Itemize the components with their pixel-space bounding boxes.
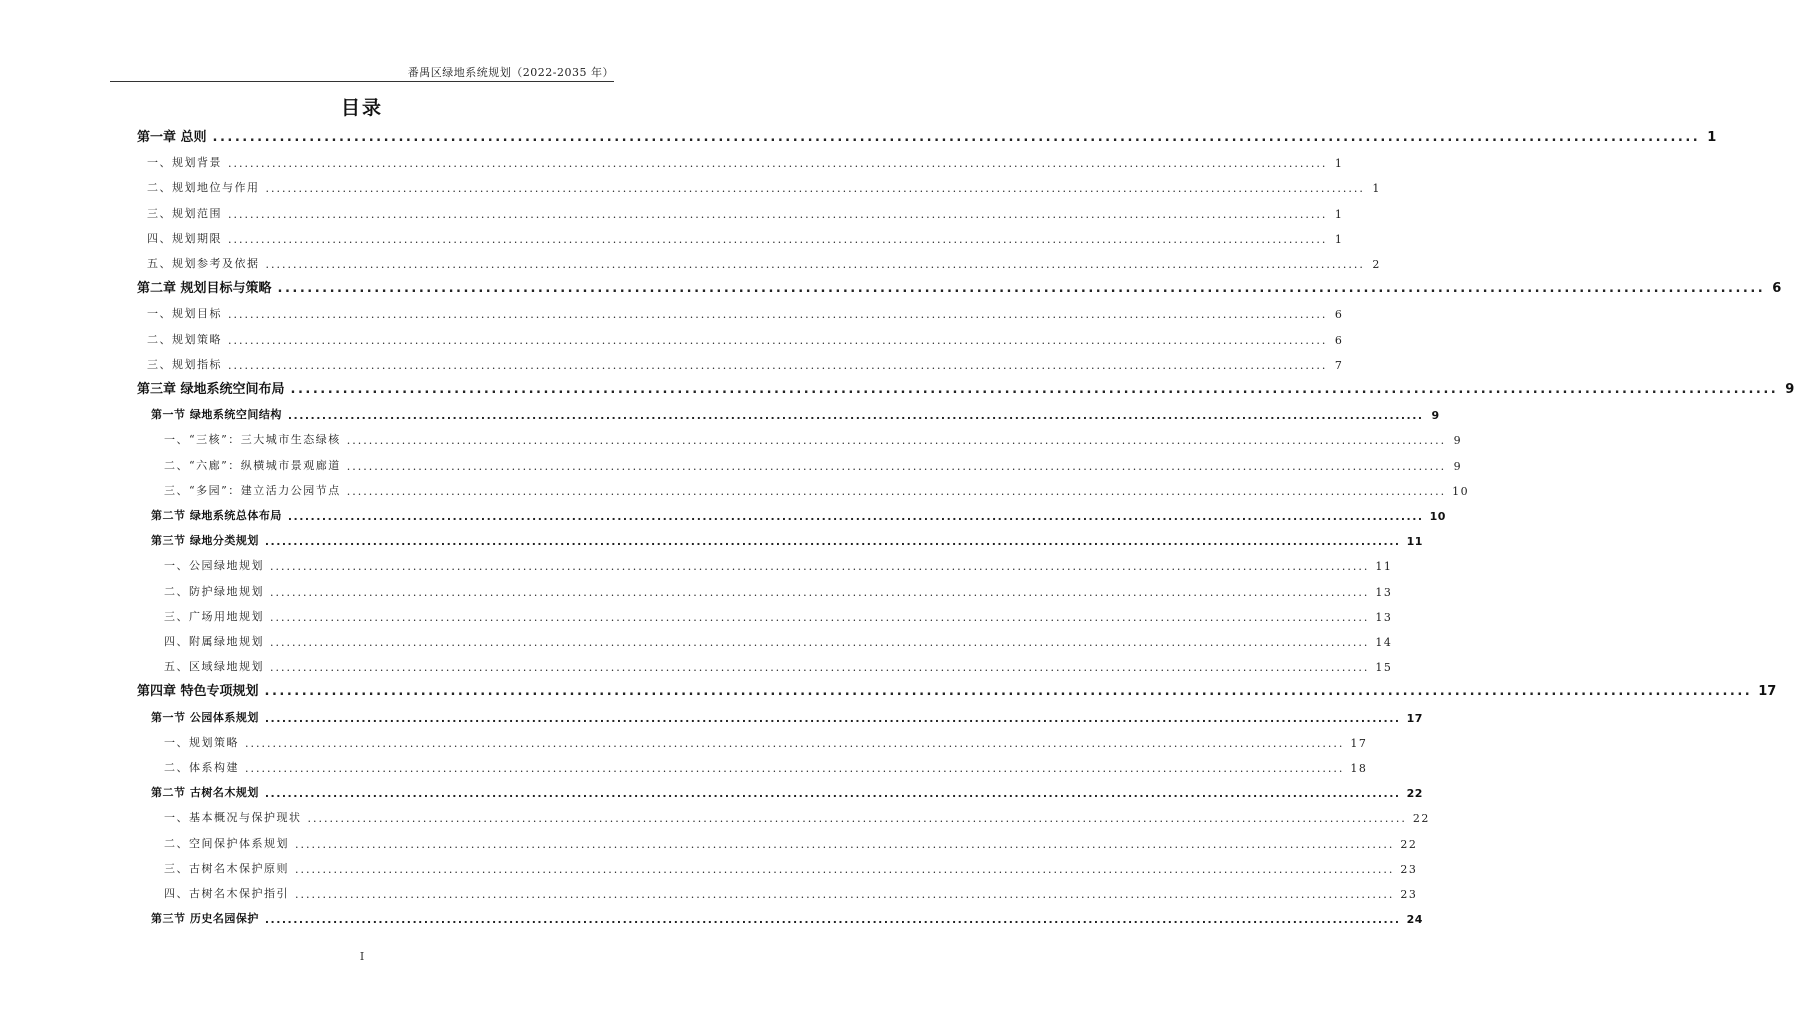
toc-entry-page: 11 — [1375, 560, 1393, 574]
toc-entry-title: 第三章 绿地系统空间布局 — [137, 382, 285, 397]
toc-entry[interactable] — [164, 755, 1368, 775]
toc-entry-page: 17 — [1406, 711, 1423, 725]
toc-entry[interactable] — [164, 629, 1393, 649]
toc-entry-page: 6 — [1334, 308, 1344, 322]
toc-dot-leader: ........................................................................................................................................................................................................ — [287, 409, 1424, 423]
toc-entry[interactable] — [137, 377, 1794, 397]
toc-dot-leader: ........................................................................................................................................................................................................ — [228, 358, 1328, 372]
toc-entry[interactable] — [147, 301, 1344, 322]
page-title: 目录 — [340, 97, 383, 119]
toc-dot-leader: ........................................................................................................................................................................................................ — [295, 862, 1395, 876]
toc-dot-leader: ........................................................................................................................................................................................................ — [346, 484, 1447, 498]
toc-dot-leader: ........................................................................................................................................................................................................ — [212, 130, 1701, 145]
toc-entry[interactable] — [137, 276, 1782, 297]
toc-entry[interactable] — [164, 856, 1418, 876]
toc-entry-title: 第四章 特色专项规划 — [137, 684, 259, 700]
toc-entry[interactable] — [147, 327, 1344, 347]
toc-entry-title: 第三节 历史名园保护 — [151, 912, 259, 926]
toc-dot-leader: ........................................................................................................................................................................................................ — [307, 812, 1407, 826]
toc-dot-leader: ........................................................................................................................................................................................................ — [295, 837, 1395, 851]
toc-dot-leader: ........................................................................................................................................................................................................ — [228, 308, 1328, 322]
toc-dot-leader: ........................................................................................................................................................................................................ — [228, 157, 1328, 171]
toc-entry-title: 二、防护绿地规划 — [164, 584, 264, 598]
toc-entry-title: 第二章 规划目标与策略 — [137, 281, 272, 297]
toc-dot-leader: ........................................................................................................................................................................................................ — [270, 661, 1370, 675]
toc-entry-page: 22 — [1400, 837, 1418, 851]
toc-dot-leader: ........................................................................................................................................................................................................ — [277, 281, 1766, 297]
toc-entry-page: 22 — [1412, 812, 1430, 826]
toc-entry-title: 四、规划期限 — [147, 231, 222, 245]
toc-dot-leader: ........................................................................................................................................................................................................ — [265, 182, 1365, 196]
toc-entry-page: 1 — [1707, 130, 1717, 145]
toc-entry-title: 一、规划背景 — [147, 156, 222, 170]
toc-dot-leader: ........................................................................................................................................................................................................ — [270, 560, 1370, 574]
toc-entry-page: 13 — [1375, 585, 1393, 599]
toc-entry-page: 9 — [1453, 434, 1463, 448]
toc-entry-page: 17 — [1350, 736, 1368, 750]
toc-dot-leader: ........................................................................................................................................................................................................ — [270, 585, 1370, 599]
toc-entry-page: 18 — [1350, 762, 1368, 775]
toc-entry-page: 15 — [1375, 661, 1393, 675]
toc-entry-title: 第二节 古树名木规划 — [151, 786, 259, 800]
toc-entry-title: 第一节 绿地系统空间结构 — [151, 408, 282, 422]
toc-dot-leader: ........................................................................................................................................................................................................ — [346, 459, 1447, 473]
toc-entry-page: 1 — [1334, 157, 1344, 171]
toc-entry-title: 四、附属绿地规划 — [164, 635, 264, 648]
toc-entry-title: 二、规划地位与作用 — [147, 181, 260, 195]
toc-entry[interactable] — [164, 654, 1393, 675]
toc-entry-title: 第三节 绿地分类规划 — [151, 534, 259, 548]
toc-entry-page: 9 — [1431, 409, 1440, 423]
toc-entry-page: 10 — [1429, 510, 1446, 523]
page-number: I — [359, 950, 365, 963]
toc-dot-leader: ........................................................................................................................................................................................................ — [265, 258, 1365, 271]
toc-entry-title: 第二节 绿地系统总体布局 — [151, 509, 282, 522]
toc-entry[interactable] — [164, 579, 1393, 599]
toc-entry[interactable] — [151, 780, 1423, 801]
toc-entry[interactable] — [147, 251, 1381, 271]
running-header: 番禺区绿地系统规划（2022-2035 年） — [407, 66, 614, 79]
toc-entry[interactable] — [137, 679, 1777, 700]
toc-entry-page: 13 — [1375, 610, 1393, 624]
toc-entry[interactable] — [164, 553, 1393, 574]
toc-entry-page: 7 — [1334, 358, 1344, 372]
toc-entry-title: 三、“多园”：建立活力公园节点 — [164, 483, 341, 497]
toc-entry-title: 一、规划目标 — [147, 307, 222, 321]
toc-entry-page: 1 — [1334, 207, 1344, 221]
toc-entry-title: 一、公园绿地规划 — [164, 559, 264, 573]
toc-entry[interactable] — [164, 805, 1430, 826]
toc-entry[interactable] — [147, 201, 1344, 221]
toc-entry[interactable] — [151, 528, 1423, 549]
toc-entry-title: 第一章 总则 — [137, 130, 207, 145]
toc-entry-page: 11 — [1406, 535, 1423, 549]
toc-dot-leader: ........................................................................................................................................................................................................ — [270, 610, 1370, 624]
toc-dot-leader: ........................................................................................................................................................................................................ — [228, 333, 1328, 347]
toc-dot-leader: ........................................................................................................................................................................................................ — [264, 913, 1401, 927]
toc-entry-page: 6 — [1334, 333, 1344, 347]
toc-entry[interactable] — [151, 906, 1423, 927]
toc-entry-page: 10 — [1452, 484, 1470, 498]
toc-entry[interactable] — [164, 427, 1463, 448]
toc-entry[interactable] — [164, 478, 1470, 498]
toc-entry-title: 二、体系构建 — [164, 761, 239, 774]
toc-entry[interactable] — [164, 604, 1393, 624]
toc-entry-title: 五、规划参考及依据 — [147, 257, 260, 270]
toc-entry-title: 第一节 公园体系规划 — [151, 710, 259, 724]
toc-dot-leader: ........................................................................................................................................................................................................ — [264, 787, 1401, 801]
toc-dot-leader: ........................................................................................................................................................................................................ — [295, 888, 1395, 901]
toc-entry-title: 三、规划范围 — [147, 206, 222, 220]
toc-entry-page: 9 — [1453, 459, 1463, 473]
toc-entry-page: 1 — [1334, 232, 1344, 246]
toc-entry-title: 三、古树名木保护原则 — [164, 861, 289, 875]
toc-entry-title: 三、规划指标 — [147, 357, 222, 371]
toc-dot-leader: ........................................................................................................................................................................................................ — [264, 535, 1401, 549]
toc-entry-page: 17 — [1758, 684, 1777, 700]
toc-entry[interactable] — [164, 881, 1418, 901]
toc-entry[interactable] — [164, 831, 1418, 851]
toc-entry-page: 23 — [1400, 888, 1418, 901]
toc-entry-title: 四、古树名木保护指引 — [164, 887, 289, 900]
toc-entry[interactable] — [151, 503, 1446, 523]
toc-entry[interactable] — [164, 453, 1463, 473]
toc-entry-page: 22 — [1406, 787, 1423, 801]
toc-dot-leader: ........................................................................................................................................................................................................ — [245, 762, 1345, 775]
toc-entry-title: 一、基本概况与保护现状 — [164, 811, 302, 825]
toc-entry-page: 9 — [1785, 382, 1794, 397]
toc-entry-title: 一、“三核”：三大城市生态绿核 — [164, 433, 341, 447]
toc-entry[interactable] — [147, 175, 1381, 196]
toc-entry[interactable] — [151, 705, 1423, 725]
toc-entry[interactable] — [147, 352, 1344, 372]
toc-entry-page: 6 — [1772, 281, 1782, 297]
toc-entry-page: 24 — [1406, 913, 1423, 927]
toc-entry-page: 2 — [1372, 258, 1381, 271]
toc-entry-page: 1 — [1372, 182, 1381, 196]
toc-dot-leader: ........................................................................................................................................................................................................ — [287, 510, 1424, 523]
toc-entry-page: 23 — [1400, 862, 1418, 876]
toc-entry-title: 三、广场用地规划 — [164, 609, 264, 623]
toc-dot-leader: ........................................................................................................................................................................................................ — [264, 711, 1401, 725]
toc-dot-leader: ........................................................................................................................................................................................................ — [290, 382, 1779, 397]
toc-entry-title: 二、规划策略 — [147, 332, 222, 346]
toc-dot-leader: ........................................................................................................................................................................................................ — [228, 232, 1328, 246]
toc-dot-leader: ........................................................................................................................................................................................................ — [228, 207, 1328, 221]
toc-entry-title: 二、空间保护体系规划 — [164, 836, 289, 850]
toc-entry[interactable] — [147, 226, 1344, 246]
toc-dot-leader: ........................................................................................................................................................................................................ — [270, 636, 1370, 649]
toc-entry[interactable] — [164, 730, 1368, 750]
toc-entry[interactable] — [137, 125, 1717, 145]
toc-entry-title: 五、区域绿地规划 — [164, 660, 264, 674]
toc-entry-page: 14 — [1375, 636, 1393, 649]
toc-dot-leader: ........................................................................................................................................................................................................ — [245, 736, 1345, 750]
toc-entry-title: 二、“六廊”：纵横城市景观廊道 — [164, 458, 341, 472]
toc-dot-leader: ........................................................................................................................................................................................................ — [346, 434, 1447, 448]
toc-entry[interactable] — [151, 402, 1440, 423]
toc-entry[interactable] — [147, 150, 1344, 171]
toc-dot-leader: ........................................................................................................................................................................................................ — [264, 684, 1753, 700]
toc-entry-title: 一、规划策略 — [164, 735, 239, 749]
